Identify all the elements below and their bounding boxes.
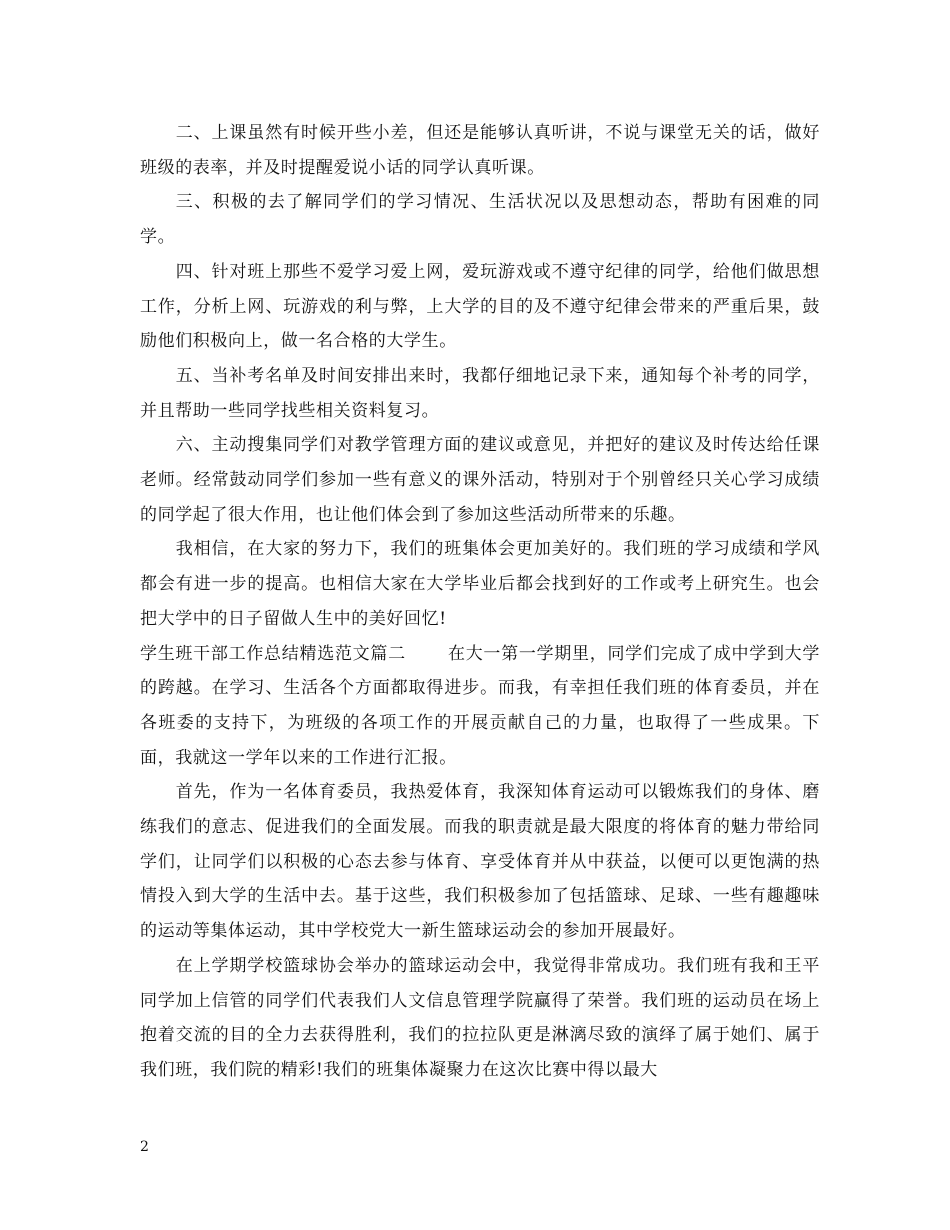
paragraph-first: 首先，作为一名体育委员，我热爱体育，我深知体育运动可以锻炼我们的身体、磨练我们的意志、促进我们的全面发展。而我的职责就是最大限度的将体育的魅力带给同学们，让同学们以积极的心态去参与体育、享受体育并从中获益，以便可以更饱满的热情投入到大学的生活中去。基于这些，我们积极参加了包括篮球、足球、一些有趣趣味的运动等集体运动，其中学校党大一新生篮球运动会的参加开展最好。: [140, 782, 820, 942]
paragraph-item-2: 二、上课虽然有时候开些小差，但还是能够认真听讲，不说与课堂无关的话，做好班级的表率，并及时提醒爱说小话的同学认真听课。: [140, 123, 820, 178]
section-heading: 学生班干部工作总结精选范文篇二: [140, 643, 406, 664]
document-body: [140, 116, 820, 1088]
page-number: 2: [140, 1139, 149, 1155]
paragraph-item-6: 六、主动搜集同学们对教学管理方面的建议或意见，并把好的建议及时传达给任课老师。经常鼓动同学们参加一些有意义的课外活动，特别对于个别曾经只关心学习成绩的同学起了很大作用，也让他们体会到了参加这些活动所带来的乐趣。: [140, 435, 820, 525]
paragraph-basketball: 在上学期学校篮球协会举办的篮球运动会中，我觉得非常成功。我们班有我和王平同学加上信管的同学们代表我们人文信息管理学院赢得了荣誉。我们班的运动员在场上抱着交流的目的全力去获得胜利，我们的拉拉队更是淋漓尽致的演绎了属于她们、属于我们班，我们院的精彩!我们的班集体凝聚力在这次比赛中得以最大: [140, 955, 820, 1080]
paragraph-item-3: 三、积极的去了解同学们的学习情况、生活状况以及思想动态，帮助有困难的同学。: [140, 192, 820, 248]
section-paragraph: [140, 637, 820, 776]
paragraph-item-5: 五、当补考名单及时间安排出来时，我都仔细地记录下来，通知每个补考的同学，并且帮助一些同学找些相关资料复习。: [140, 365, 820, 421]
paragraph-closing: 我相信，在大家的努力下，我们的班集体会更加美好的。我们班的学习成绩和学风都会有进一步的提高。也相信大家在大学毕业后都会找到好的工作或考上研究生。也会把大学中的日子留做人生中的美好回忆!: [140, 539, 820, 629]
paragraph-item-4: 四、针对班上那些不爱学习爱上网，爱玩游戏或不遵守纪律的同学，给他们做思想工作，分析上网、玩游戏的利与弊，上大学的目的及不遵守纪律会带来的严重后果，鼓励他们积极向上，做一名合格的大学生。: [140, 261, 820, 352]
section-intro: 在大一第一学期里，同学们完成了成中学到大学的跨越。在学习、生活各个方面都取得进步。而我，有幸担任我们班的体育委员，并在各班委的支持下，为班级的各项工作的开展贡献自己的力量，也取得了一些成果。下面，我就这一学年以来的工作进行汇报。: [140, 643, 821, 768]
